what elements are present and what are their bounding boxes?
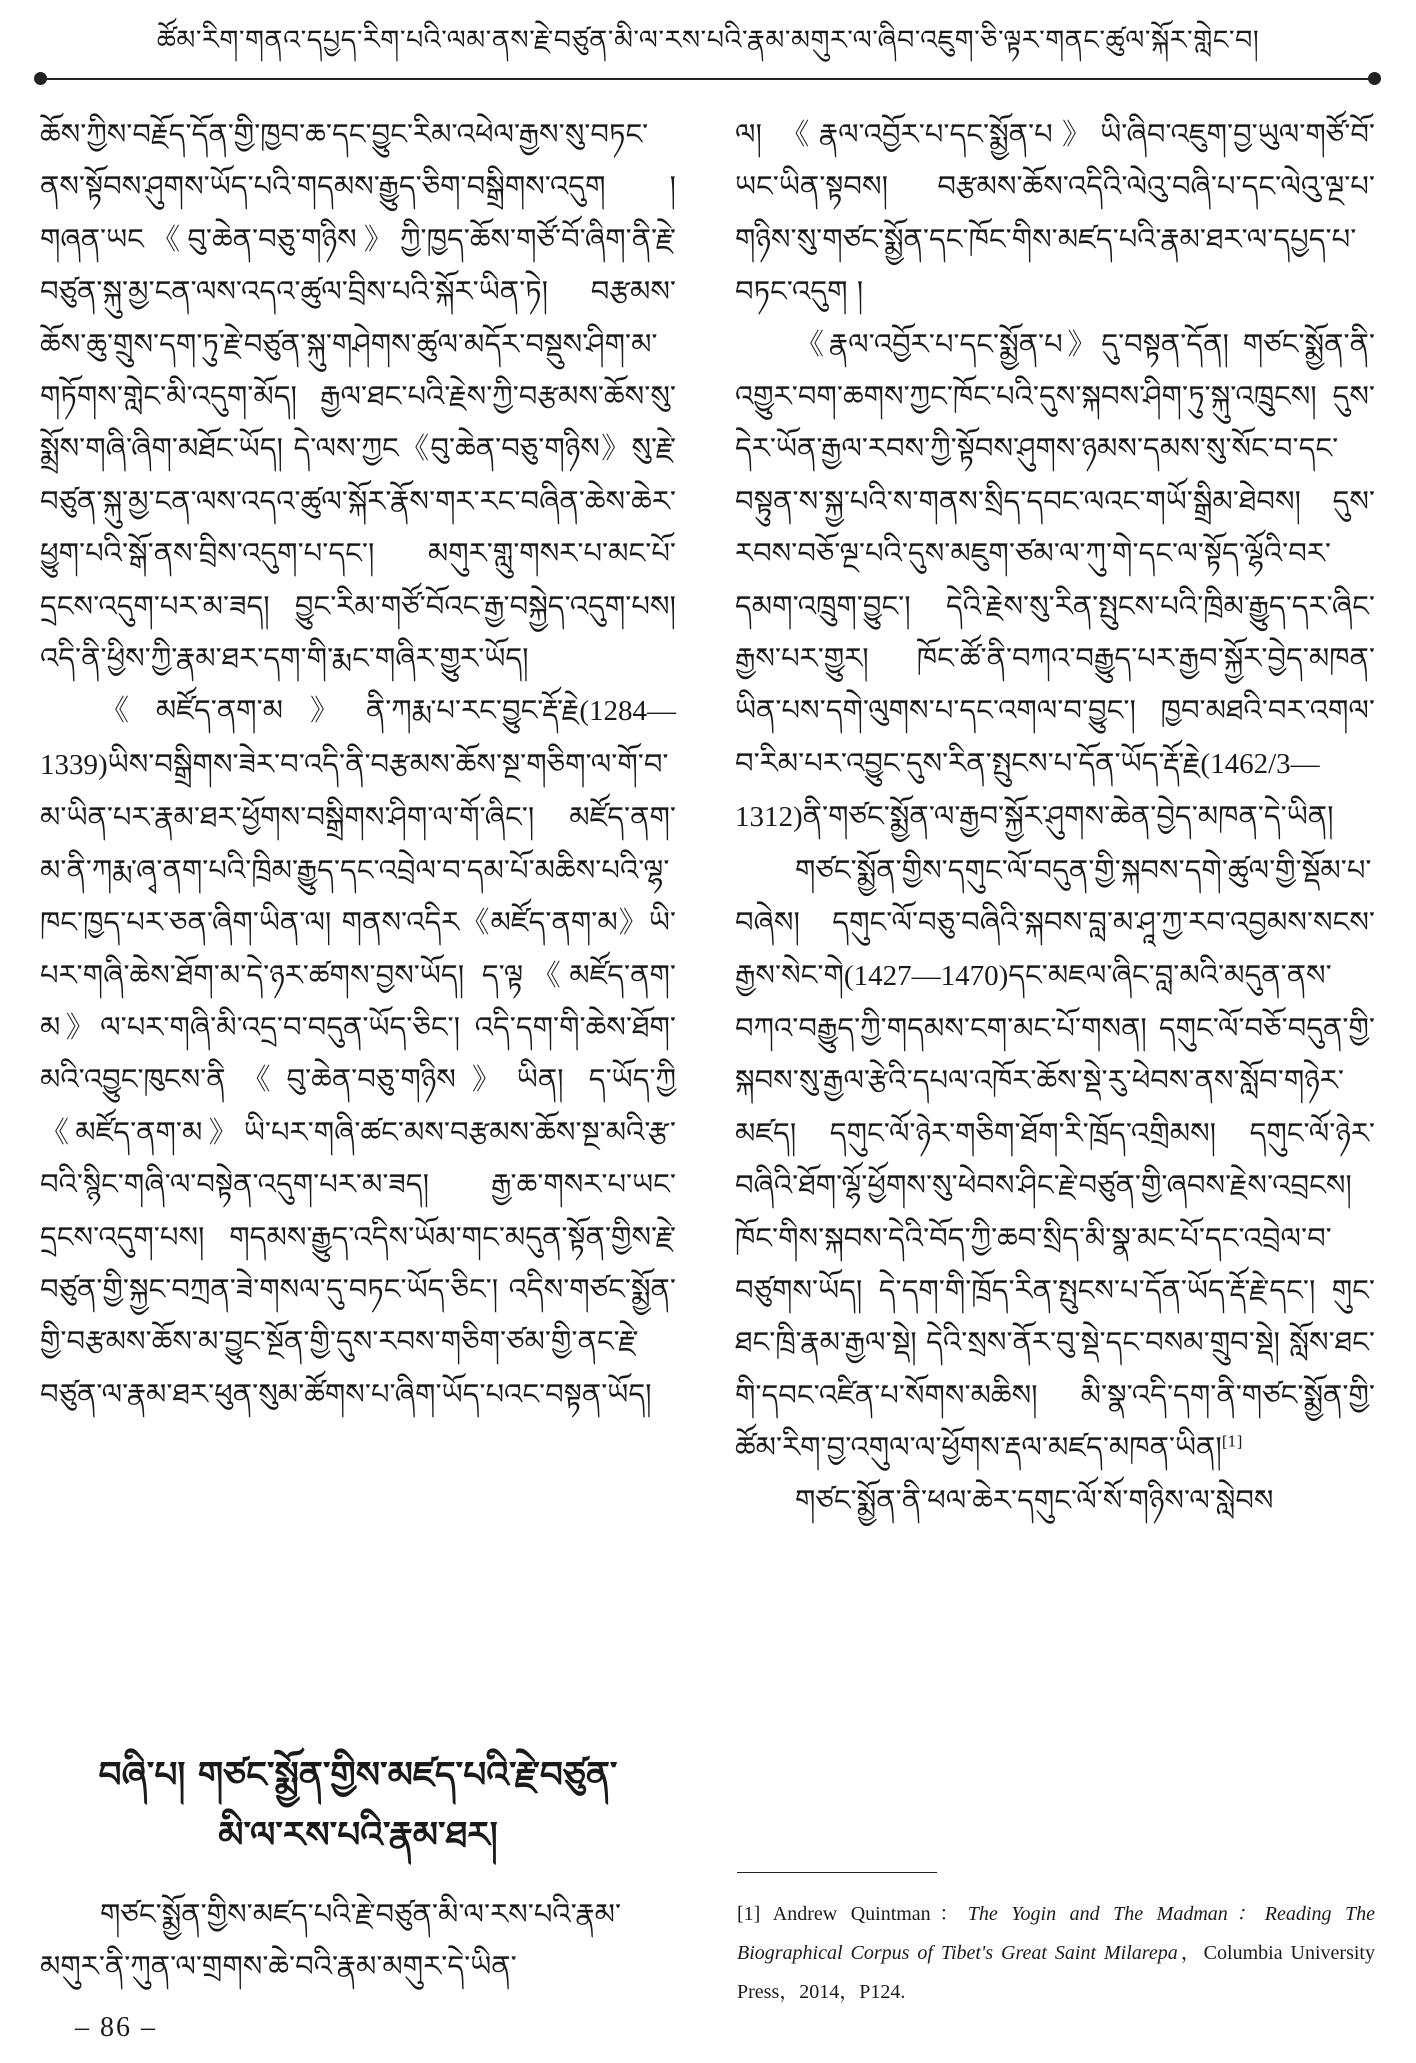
page-number: – 86 – xyxy=(75,2012,157,2043)
right-paragraph-3 xyxy=(735,844,1375,1474)
running-head: ཚོམ་རིག་གནའ་དཔྱད་རིག་པའི་ལམ་ནས་རྗེ་བཙུན་མི་ལ་རས་པའི་རྣམ་མགུར་ལ་ཞིབ་འཇུག་ཅི་ལྟར་གནང་ཚུལ་སྐོར་གླེང་བ། xyxy=(156,25,1260,56)
header-rule-left-dot xyxy=(34,72,47,85)
right-p2-lead: 《རྣལ་འབྱོར་པ་དང་སྨྱོན་པ》དུ་བསྟན་དོན། གཙང་སྨྱོན་ནི་འགྱུར་བག་ཆགས་ཀྱང་ཁོང་པའི་དུས་སྐབས་ཤིག་ཏུ་སྐུ་འཁྲུངས། དུས་དེར་ཡོན་རྒྱལ་རབས་ཀྱི་སྟོབས་ཤུགས་ཉམས་དམས་སུ་སོང་བ་དང་བསྟུན་ས་སྐྱ་པའི་ས་གནས་སྲིད་དབང་ལའང་གཡོ་སྒྲིམ་ཐེབས། དུས་རབས་བཅོ་ལྔ་པའི་དུས་མཇུག་ཙམ་ལ་ཀུ་གེ་དང་ལ་སྟོད་ལྷོའི་བར་དམག་འཁྲུག་བྱུང་། དེའི་རྗེས་སུ་རིན་སྤུངས་པའི་ཁྲིམ་རྒྱུད་དར་ཞིང་རྒྱས་པར་གྱུར། ཁོང་ཚོ་ནི་བཀའ་བརྒྱུད་པར་རྒྱབ་སྐྱོར་བྱེད་མཁན་ཡིན་པས་དགེ་ལུགས་པ་དང་འགལ་བ་བྱུང་། ཁྱབ་མཐའི་བར་འགལ་བ་རིམ་པར་འབྱུང་དུས་རིན་སྤུངས་པ་དོན་ཡོད་རྡོ་རྗེ xyxy=(735,326,1375,780)
left-bottom-paragraph: གཙང་སྨྱོན་གྱིས་མཛད་པའི་རྗེ་བཙུན་མི་ལ་རས་པའི་རྣམ་མགུར་ནི་ཀུན་ལ་གྲགས་ཆེ་བའི་རྣམ་མགུར་དེ་ཡིན་ xyxy=(40,1897,622,1984)
right-column xyxy=(735,108,1375,1526)
left-p2-lead: 《མཛོད་ནག་མ》ནི་ཀརྨ་པ་རང་བྱུང་རྡོ་རྗེ xyxy=(100,693,580,728)
left-p2-dates: (1284—1339) xyxy=(40,695,676,781)
section-heading-line-1: བཞི་པ། གཙང་སྨྱོན་གྱིས་མཛད་པའི་རྗེ་བཙུན་ xyxy=(98,1754,618,1796)
right-p3-a: གཙང་སྨྱོན་གྱིས་དགུང་ལོ་བདུན་གྱི་སྐབས་དགེ་ཚུལ་གྱི་སྡོམ་པ་བཞེས། དགུང་ལོ་བཅུ་བཞིའི་སྐབས་བླ་མ་ཤཱ་ཀྱ་རབ་འབྱམས་སངས་རྒྱས་སེང་གེ xyxy=(735,852,1375,992)
left-paragraph-2 xyxy=(40,684,676,1420)
right-p2-tail: ནི་གཙང་སྨྱོན་ལ་རྒྱབ་སྐྱོར་ཤུགས་ཆེན་བྱེད་མཁན་དེ་ཡིན། xyxy=(802,799,1334,834)
header-rule xyxy=(40,78,1374,80)
footnote-publisher: ，Columbia University Press，2014，P124. xyxy=(737,1942,1375,2003)
footnote-rule xyxy=(737,1872,937,1873)
footnote-title: The Yogin and The Madman：Reading The Biographical Corpus of Tibet's Great Saint Milarepa xyxy=(737,1903,1375,1964)
footnote-reference[interactable]: [1] xyxy=(1221,1434,1243,1451)
left-column xyxy=(40,108,676,1420)
section-heading-line-2: མི་ལ་རས་པའི་རྣམ་ཐར། xyxy=(218,1814,498,1856)
right-paragraph-2 xyxy=(735,318,1375,844)
right-p2-dates: (1462/3—1312) xyxy=(735,747,1320,834)
footnote-mark: [1] xyxy=(737,1903,761,1925)
left-bottom-text xyxy=(40,1888,676,1993)
left-paragraph-1: ཆོས་ཀྱིས་བརྗོད་དོན་གྱི་ཁྱབ་ཆ་དང་བྱུང་རིམ་འཕེལ་རྒྱས་སུ་བཏང་ནས་སྟོབས་ཤུགས་ཡོད་པའི་གདམས་རྒྱུད་ཅིག་བསྒྲིགས་འདུག །གཞན་ཡང《བུ་ཆེན་བཅུ་གཉིས》ཀྱི་ཁྱད་ཆོས་གཙོ་བོ་ཞིག་ནི་རྗེ་བཙུན་སྐུ་མྱ་ངན་ལས་འདའ་ཚུལ་བྲིས་པའི་སྐོར་ཡིན་ཏེ། བརྩམས་ཆོས་ཆུ་གྲུས་དག་ཏུ་རྗེ་བཙུན་སྐུ་གཤེགས་ཚུལ་མདོར་བསྡུས་ཤིག་མ་གཏོགས་གླེང་མི་འདུག་མོད། རྒྱལ་ཐང་པའི་རྗེས་ཀྱི་བརྩམས་ཆོས་སུ་སྨྲོས་གཞི་ཞིག་མཐོང་ཡོད། དེ་ལས་ཀྱང《བུ་ཆེན་བཅུ་གཉིས》སུ་རྗེ་བཙུན་སྐུ་མྱ་ངན་ལས་འདའ་ཚུལ་སྐོར་རྣོས་གར་རང་བཞིན་ཆེས་ཆེར་ཕྱུག་པའི་སྒོ་ནས་བྲིས་འདུག་པ་དང་། མགུར་གླུ་གསར་པ་མང་པོ་དྲངས་འདུག་པར་མ་ཟད། བྱུང་རིམ་གཙོ་བོའང་རྒྱ་བསྐྱེད་འདུག་པས། འདི་ནི་ཕྱིས་ཀྱི་རྣམ་ཐར་དག་གི་རྨང་གཞིར་གྱུར་ཡོད། xyxy=(40,117,676,676)
header-rule-right-dot xyxy=(1368,72,1381,85)
footnote-author: Andrew Quintman： xyxy=(772,1903,968,1925)
section-heading xyxy=(40,1745,676,1865)
right-paragraph-4: གཙང་སྨྱོན་ནི་ཕལ་ཆེར་དགུང་ལོ་སོ་གཉིས་ལ་སླེབས xyxy=(795,1482,1274,1517)
right-p3-dates: (1427—1470) xyxy=(843,959,1009,992)
right-p3-b: དང་མཇལ་ཞིང་བླ་མའི་མདུན་ནས་བཀའ་བརྒྱུད་ཀྱི་གདམས་ངག་མང་པོ་གསན། དགུང་ལོ་བཅོ་བདུན་གྱི་སྐབས་སུ་རྒྱལ་རྩེའི་དཔལ་འཁོར་ཆོས་སྡེ་རུ་ཕེབས་ནས་སློབ་གཉེར་མཛད། དགུང་ལོ་ཉེར་གཅིག་ཐོག་རི་ཁྲོད་འགྲིམས། དགུང་ལོ་ཉེར་བཞིའི་ཐོག་ལྷོ་ཕྱོགས་སུ་ཕེབས་ཤིང་རྗེ་བཙུན་གྱི་ཞབས་རྗེས་འབྲངས། ཁོང་གིས་སྐབས་དེའི་བོད་ཀྱི་ཆབ་སྲིད་མི་སྣ་མང་པོ་དང་འབྲེལ་བ་བཙུགས་ཡོད། དེ་དག་གི་ཁྲོད་རིན་སྤུངས་པ་དོན་ཡོད་རྡོ་རྗེ་དང་། གུང་ཐང་ཁྲི་རྣམ་རྒྱལ་སྡེ། དེའི་སྲས་ནོར་བུ་སྡེ་དང་བསམ་གྲུབ་སྡེ། སློས་ཐང་གི་དབང་འཛིན་པ་སོགས་མཆིས། མི་སྣ་འདི་དག་ནི་གཙང་སྨྱོན་གྱི་ཚོམ་རིག་བྱ་འགུལ་ལ་ཕྱོགས་རྡལ་མཛད་མཁན་ཡིན། xyxy=(735,957,1375,1465)
right-paragraph-1: ལ། 《རྣལ་འབྱོར་པ་དང་སྨྱོན་པ》ཡི་ཞིབ་འཇུག་བྱ་ཡུལ་གཙོ་བོ་ཡང་ཡིན་སྟབས། བརྩམས་ཆོས་འདིའི་ལེའུ་བཞི་པ་དང་ལེའུ་ལྔ་པ་གཉིས་སུ་གཙང་སྨྱོན་དང་ཁོང་གིས་མཛད་པའི་རྣམ་ཐར་ལ་དཔྱད་པ་བཏང་འདུག ། xyxy=(735,117,1375,309)
left-p2-rest: ཡིས་བསྒྲིགས་ཟེར་བ་འདི་ནི་བརྩམས་ཆོས་སྔ་གཅིག་ལ་གོ་བ་མ་ཡིན་པར་རྣམ་ཐར་ཕྱོགས་བསྒྲིགས་ཤིག་ལ་གོ་ཞིང་། མཛོད་ནག་མ་ནི་ཀརྨ་ཞྭ་ནག་པའི་ཁྲིམ་རྒྱུད་དང་འབྲེལ་བ་དམ་པོ་མཆིས་པའི་ལྷ་ཁང་ཁྱད་པར་ཅན་ཞིག་ཡིན་ལ། གནས་འདིར《མཛོད་ནག་མ》ཡི་པར་གཞི་ཆེས་ཐོག་མ་དེ་ཉར་ཚགས་བྱས་ཡོད། ད་ལྟ《མཛོད་ནག་མ》ལ་པར་གཞི་མི་འདྲ་བ་བདུན་ཡོད་ཅིང་། འདི་དག་གི་ཆེས་ཐོག་མའི་འབྱུང་ཁུངས་ནི《བུ་ཆེན་བཅུ་གཉིས》ཡིན། ད་ཡོད་ཀྱི《མཛོད་ནག་མ》ཡི་པར་གཞི་ཚང་མས་བརྩམས་ཆོས་སྔ་མའི་རྩ་བའི་སྙིང་གཞི་ལ་བསྟེན་འདུག་པར་མ་ཟད། རྒྱ་ཆ་གསར་པ་ཡང་དྲངས་འདུག་པས། གདམས་རྒྱུད་འདིས་ཡོམ་གང་མདུན་སྟོན་གྱིས་རྗེ་བཙུན་གྱི་སྐྱང་བཀྲན་ཟེ་གསལ་དུ་བཏང་ཡོད་ཅིང་། འདིས་གཙང་སྨྱོན་གྱི་བརྩམས་ཆོས་མ་བྱུང་སྔོན་གྱི་དུས་རབས་གཅིག་ཙམ་གྱི་ནང་རྗེ་བཙུན་ལ་རྣམ་ཐར་ཕུན་སུམ་ཚོགས་པ་ཞིག་ཡོད་པའང་བསྟན་ཡོད། xyxy=(40,746,676,1411)
footnote xyxy=(737,1895,1375,2012)
